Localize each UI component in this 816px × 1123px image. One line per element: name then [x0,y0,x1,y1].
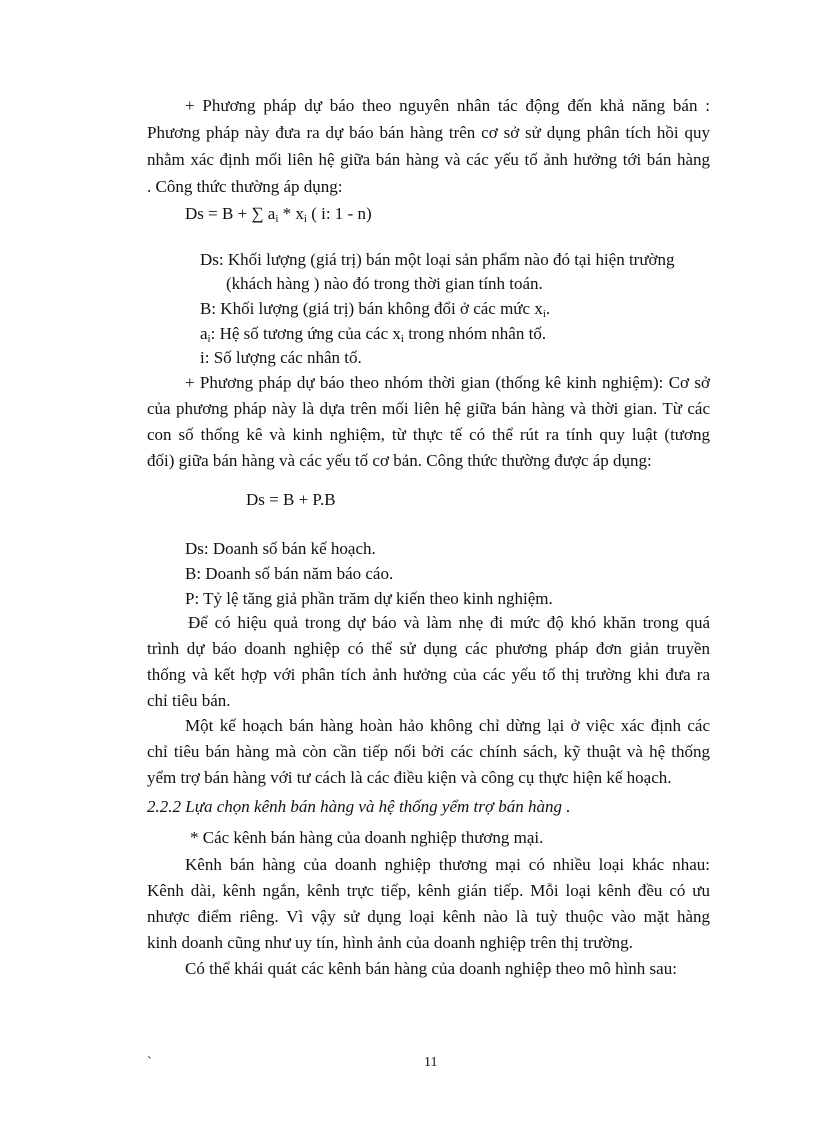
bullet-line: * Các kênh bán hàng của doanh nghiệp thương mại. [190,828,544,847]
text-line: . Công thức thường áp dụng: [147,177,343,196]
text-line: Một kế hoạch bán hàng hoàn hảo không chỉ dừng lại ở việc xác định các [185,716,710,735]
definition-line: $a_i$: Hệ số tương ứng của các $x_i$ trong nhóm nhân tố. [200,324,547,345]
definition-line: i: Số lượng các nhân tố. [200,348,362,367]
definition-line: P: Tỷ lệ tăng giả phần trăm dự kiến theo kinh nghiệm. [185,589,553,608]
formula: Ds = B + P.B [246,490,336,509]
text-line: Có thể khái quát các kênh bán hàng của doanh nghiệp theo mô hình sau: [185,959,677,978]
definition-line: B: Khối lượng (giá trị) bán không đổi ở các mức $x_i$. [200,299,551,320]
text-line: + Phương pháp dự báo theo nguyên nhân tác động đến khả năng bán : [185,96,710,115]
definition-line: Ds: Khối lượng (giá trị) bán một loại sản phẩm nào đó tại hiện trường [200,250,675,269]
page-number: 11 [424,1055,438,1070]
formula: Ds = B + ∑ $a_i * x_i$ ( i: 1 - n) [185,204,372,225]
section-heading: 2.2.2 Lựa chọn kênh bán hàng và hệ thống yểm trợ bán hàng . [147,797,571,816]
text-line: kinh doanh cũng như uy tín, hình ảnh của doanh nghiệp trên thị trường. [147,933,633,952]
text-line: trình dự báo doanh nghiệp có thể sử dụng các phương pháp đơn giản truyền [147,639,710,658]
footer-mark: ` [147,1055,152,1070]
text-line: nhằm xác định mối liên hệ giữa bán hàng và các yếu tố ảnh hưởng tới bán hàng [147,150,710,169]
definition-line: Ds: Doanh số bán kế hoạch. [185,539,376,558]
text-line: Phương pháp này đưa ra dự báo bán hàng trên cơ sở sử dụng phân tích hồi quy [147,123,710,142]
text-line: con số thống kê và kinh nghiệm, từ thực tế có thể rút ra tính quy luật (tương [147,425,710,444]
definition-line: B: Doanh số bán năm báo cáo. [185,564,394,583]
text-line: chỉ tiêu bán hàng mà còn cần tiếp nối bởi các chính sách, kỹ thuật và hệ thống [147,742,710,761]
text-line: đối) giữa bán hàng và các yếu tố cơ bản. Công thức thường được áp dụng: [147,451,652,470]
text-line: yểm trợ bán hàng với tư cách là các điều kiện và công cụ thực hiện kế hoạch. [147,768,672,787]
text-line: Kênh dài, kênh ngắn, kênh trực tiếp, kênh gián tiếp. Mỗi loại kênh đều có ưu [147,881,710,900]
text-line: + Phương pháp dự báo theo nhóm thời gian (thống kê kinh nghiệm): Cơ sở [185,373,710,392]
text-line: thống và kết hợp với phân tích ảnh hưởng của các yếu tố thị trường khi đưa ra [147,665,710,684]
definition-line: (khách hàng ) nào đó trong thời gian tính toán. [226,274,543,293]
text-line: Kênh bán hàng của doanh nghiệp thương mại có nhiều loại khác nhau: [185,855,710,874]
text-line: chỉ tiêu bán. [147,691,231,710]
text-line: Để có hiệu quả trong dự báo và làm nhẹ đi mức độ khó khăn trong quá [188,613,710,632]
text-line: nhược điểm riêng. Vì vậy sử dụng loại kênh nào là tuỳ thuộc vào mặt hàng [147,907,710,926]
text-line: của phương pháp này là dựa trên mối liên hệ giữa bán hàng và thời gian. Từ các [147,399,710,418]
